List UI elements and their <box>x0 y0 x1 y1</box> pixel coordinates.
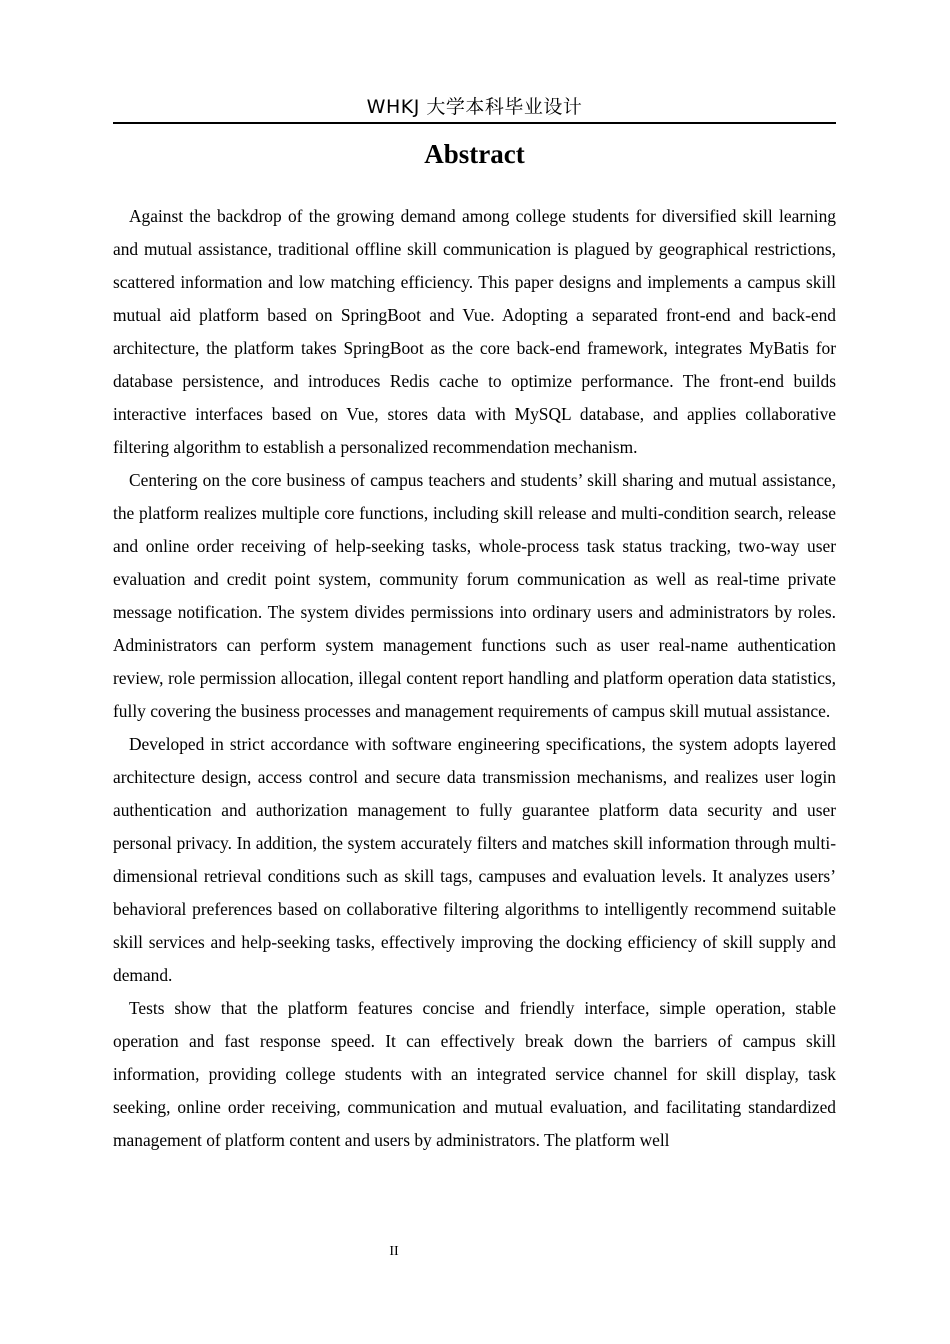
abstract-paragraph-4: Tests show that the platform features concise and friendly interface, simple operation, stable operation and fast response speed. It can effectively break down the barriers of campus skill information, providing college students with an integrated service channel for skill display, task seeking, online order receiving, communication and mutual evaluation, and facilitating standardized management of platform content and users by administrators. The platform well <box>113 998 836 1150</box>
abstract-body <box>113 200 836 1157</box>
abstract-paragraph-3: Developed in strict accordance with software engineering specifications, the system adopts layered architecture design, access control and secure data transmission mechanisms, and realizes user login authentication and authorization management to fully guarantee platform data security and user personal privacy. In addition, the system accurately filters and matches skill information through multi-dimensional retrieval conditions such as skill tags, campuses and evaluation levels. It analyzes users’ behavioral preferences based on collaborative filtering algorithms to intelligently recommend suitable skill services and help-seeking tasks, effectively improving the docking efficiency of skill supply and demand. <box>113 734 836 985</box>
abstract-title: Abstract <box>424 139 525 169</box>
abstract-paragraph-2: Centering on the core business of campus teachers and students’ skill sharing and mutual assistance, the platform realizes multiple core functions, including skill release and multi-condition search, release and online order receiving of help-seeking tasks, whole-process task status tracking, two-way user evaluation and credit point system, community forum communication as well as real-time private message notification. The system divides permissions into ordinary users and administrators by roles. Administrators can perform system management functions such as user real-name authentication review, role permission allocation, illegal content report handling and platform operation data statistics, fully covering the business processes and management requirements of campus skill mutual assistance. <box>113 470 836 721</box>
page-header: WHKJ 大学本科毕业设计 <box>113 92 836 124</box>
page-number: II <box>389 1244 399 1259</box>
abstract-paragraph-1: Against the backdrop of the growing demand among college students for diversified skill learning and mutual assistance, traditional offline skill communication is plagued by geographical restrictions, scattered information and low matching efficiency. This paper designs and implements a campus skill mutual aid platform based on SpringBoot and Vue. Adopting a separated front-end and back-end architecture, the platform takes SpringBoot as the core back-end framework, integrates MyBatis for database persistence, and introduces Redis cache to optimize performance. The front-end builds interactive interfaces based on Vue, stores data with MySQL database, and applies collaborative filtering algorithm to establish a personalized recommendation mechanism. <box>113 206 836 457</box>
